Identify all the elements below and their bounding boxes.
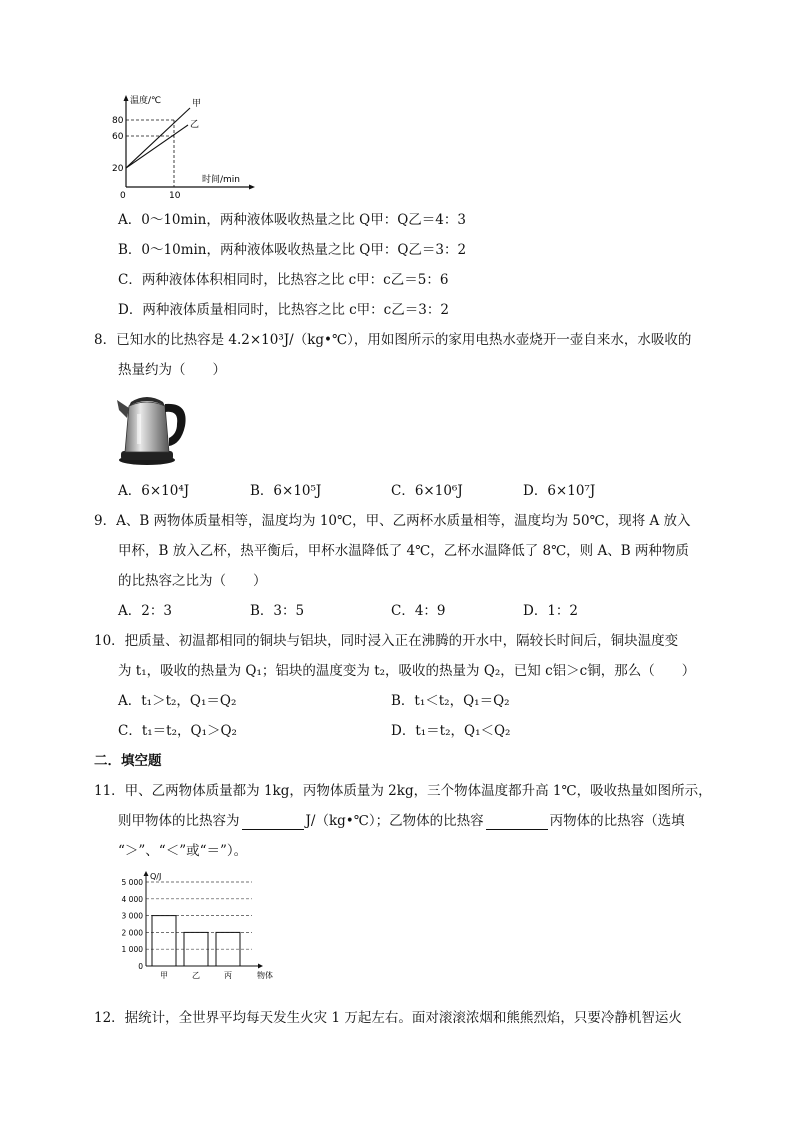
q9-stem-line2: 甲杯，B 放入乙杯，热平衡后，甲杯水温降低了 4℃，乙杯水温降低了 8℃，则 A、B 两种物质 — [118, 543, 689, 559]
q10-option-c: C．t₁＝t₂，Q₁＞Q₂ — [118, 723, 237, 739]
y-tick-label: 0 — [138, 962, 143, 971]
graph-label-jia: 甲 — [192, 99, 202, 109]
q10-option-d: D．t₁＝t₂，Q₁＜Q₂ — [391, 723, 511, 739]
graph-tick-20: 20 — [112, 164, 124, 174]
y-tick-label: 5 000 — [121, 878, 143, 887]
q9-option-b: B．3：5 — [250, 603, 305, 619]
q11-stem-line2 — [118, 812, 685, 830]
y-tick-label: 1 000 — [121, 945, 143, 955]
y-axis-arrow — [144, 871, 149, 876]
bar — [152, 916, 176, 966]
category-label: 乙 — [192, 971, 200, 980]
q8-option-b: B．6×10⁵J — [250, 483, 322, 499]
q7-option-b: B．0～10min，两种液体吸收热量之比 Q甲：Q乙＝3：2 — [118, 242, 467, 258]
graph-tick-10: 10 — [169, 191, 181, 201]
q10-stem-line1: 10．把质量、初温都相同的铜块与铝块，同时浸入正在沸腾的开水中，隔较长时间后，铜块温度变 — [94, 633, 679, 649]
q8-option-d: D．6×10⁷J — [523, 483, 596, 499]
y-tick-label: 3 000 — [121, 911, 143, 921]
q11-stem-line1: 11．甲、乙两物体质量都为 1kg，丙物体质量为 2kg，三个物体温度都升高 1℃，吸收热量如图所示， — [94, 783, 712, 799]
q11-text-part1: 则甲物体的比热容为 — [118, 813, 240, 829]
heat-absorption-bar-chart — [112, 870, 282, 982]
q9-stem-line3: 的比热容之比为（ ） — [118, 573, 267, 589]
q11-text-part3: 丙物体的比热容（选填 — [549, 813, 685, 829]
q7-option-a: A．0～10min，两种液体吸收热量之比 Q甲：Q乙＝4：3 — [118, 212, 466, 228]
q9-option-d: D．1：2 — [523, 603, 579, 619]
answer-blank-2[interactable] — [486, 815, 548, 830]
category-label: 丙 — [224, 971, 232, 980]
category-label: 甲 — [160, 971, 168, 980]
q11-stem-line3: “＞”、“＜”或“＝”）。 — [118, 843, 248, 859]
q9-stem-line1: 9．A、B 两物体质量相等，温度均为 10℃，甲、乙两杯水质量相等，温度均为 50℃，现将 A 放入 — [94, 513, 691, 529]
q10-option-a: A．t₁＞t₂，Q₁＝Q₂ — [118, 693, 237, 709]
x-axis-arrow — [258, 964, 263, 969]
graph-ylabel: 温度/℃ — [130, 96, 162, 106]
q7-option-d: D．两种液体质量相同时，比热容之比 c甲：c乙＝3：2 — [118, 302, 449, 318]
q8-option-a: A．6×10⁴J — [118, 483, 190, 499]
q9-option-a: A．2：3 — [118, 603, 172, 619]
q8-stem-line2: 热量约为（ ） — [118, 362, 226, 378]
q8-stem-line1: 8．已知水的比热容是 4.2×10³J/（kg•℃），用如图所示的家用电热水壶烧开一壶自来水，水吸收的 — [94, 332, 692, 348]
y-tick-label: 2 000 — [121, 928, 143, 938]
graph-xlabel: 时间/min — [202, 175, 241, 185]
line-yi — [126, 125, 188, 168]
y-tick-label: 4 000 — [121, 894, 143, 904]
q12-stem-line1: 12．据统计，全世界平均每天发生火灾 1 万起左右。面对滚滚浓烟和熊熊烈焰，只要冷静机智运火 — [94, 1010, 682, 1026]
graph-tick-0: 0 — [120, 191, 126, 201]
q8-option-c: C．6×10⁶J — [391, 483, 463, 499]
q10-option-b: B．t₁＜t₂，Q₁＝Q₂ — [391, 693, 510, 709]
q9-option-c: C．4：9 — [391, 603, 446, 619]
graph-tick-80: 80 — [112, 116, 124, 126]
q10-stem-line2: 为 t₁，吸收的热量为 Q₁；铝块的温度变为 t₂，吸收的热量为 Q₂，已知 c铝＞c铜，那么（ ） — [118, 663, 696, 679]
graph-label-yi: 乙 — [190, 120, 200, 130]
section-heading: 二．填空题 — [94, 753, 162, 769]
electric-kettle-image — [113, 388, 193, 468]
graph-tick-60: 60 — [112, 132, 124, 142]
answer-blank-1[interactable] — [242, 815, 304, 830]
q11-text-part2: J/（kg•℃）；乙物体的比热容 — [305, 813, 484, 829]
temperature-time-graph — [110, 92, 260, 202]
q7-option-c: C．两种液体体积相同时，比热容之比 c甲：c乙＝5：6 — [118, 272, 449, 288]
x-axis-label: 物体 — [257, 971, 273, 980]
line-jia — [126, 108, 190, 168]
y-axis-label: Q/J — [150, 872, 162, 881]
